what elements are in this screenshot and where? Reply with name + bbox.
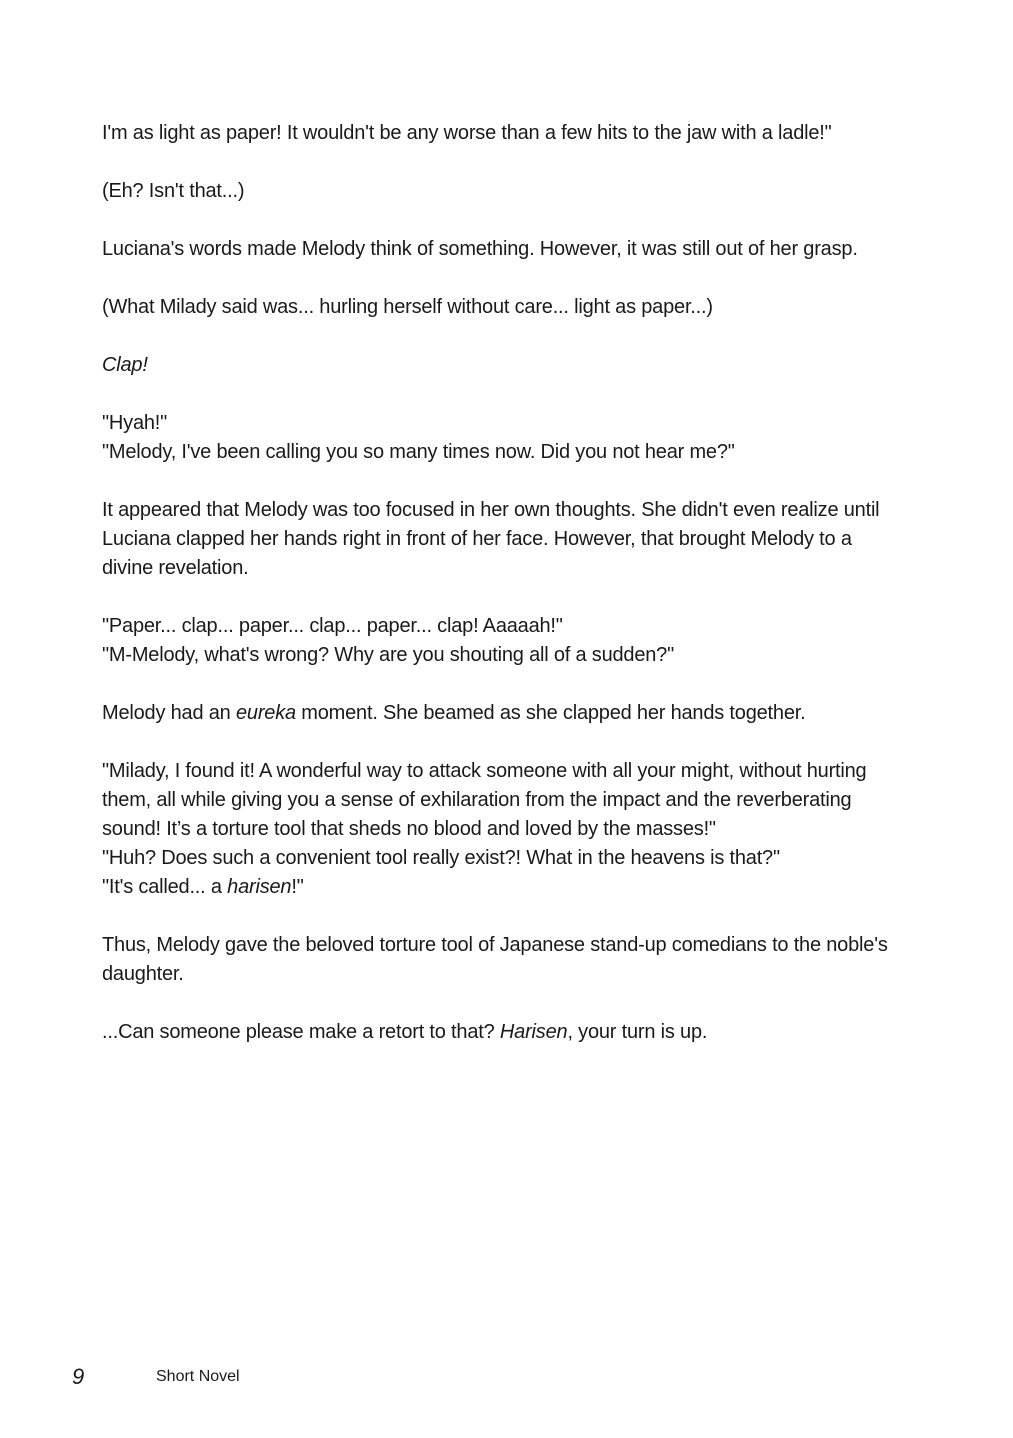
paragraph (102, 757, 892, 902)
text-line (102, 1018, 892, 1047)
text-run: (Eh? Isn't that...) (102, 180, 245, 202)
text-line (102, 177, 892, 206)
text-line (102, 293, 892, 322)
italic-term: eureka (235, 702, 296, 724)
text-run: Clap! (102, 354, 148, 376)
text-run: ...Can someone please make a retort to that? (102, 1021, 500, 1043)
text-run: , your turn is up. (567, 1021, 708, 1043)
text-line (102, 351, 892, 380)
text-line (102, 844, 892, 873)
text-line (102, 757, 892, 844)
paragraph (102, 177, 892, 206)
text-line (102, 496, 892, 583)
paragraph (102, 119, 892, 148)
text-run: Thus, Melody gave the beloved torture tool of Japanese stand-up comedians to the noble's daughter. (102, 934, 888, 985)
italic-term: harisen (227, 876, 292, 898)
paragraph (102, 293, 892, 322)
page-number: 9 (72, 1364, 85, 1389)
running-title: Short Novel (156, 1368, 240, 1385)
text-run: "M-Melody, what's wrong? Why are you shouting all of a sudden?" (102, 644, 675, 666)
page-body (102, 119, 892, 1076)
text-run: It appeared that Melody was too focused in her own thoughts. She didn't even realize until Luciana clapped her hands right in front of her face. However, that brought Melody to a divine revelation. (102, 499, 880, 579)
text-run: !" (291, 876, 304, 898)
text-run: "It's called... a (102, 876, 228, 898)
text-run: (What Milady said was... hurling herself without care... light as paper...) (102, 296, 713, 318)
paragraph (102, 235, 892, 264)
paragraph (102, 1018, 892, 1047)
text-run: moment. She beamed as she clapped her hands together. (295, 702, 806, 724)
italic-term: Harisen (499, 1021, 568, 1043)
page-footer (72, 1364, 372, 1392)
text-line (102, 119, 892, 148)
text-line (102, 873, 892, 902)
paragraph (102, 496, 892, 583)
paragraph (102, 931, 892, 989)
text-run: I'm as light as paper! It wouldn't be any worse than a few hits to the jaw with a ladle!" (102, 122, 832, 144)
text-line (102, 438, 892, 467)
text-run: "Hyah!" (102, 412, 168, 434)
paragraph (102, 409, 892, 467)
paragraph (102, 612, 892, 670)
text-run: "Huh? Does such a convenient tool really exist?! What in the heavens is that?" (102, 847, 780, 869)
text-line (102, 409, 892, 438)
text-run: "Milady, I found it! A wonderful way to attack someone with all your might, without hurting them, all while giving you a sense of exhilaration from the impact and the reverberating sound! It’s a torture tool that sheds no blood and loved by the masses!" (102, 760, 867, 840)
text-run: "Paper... clap... paper... clap... paper... clap! Aaaaah!" (102, 615, 563, 637)
text-line (102, 612, 892, 641)
text-line (102, 235, 892, 264)
text-run: Luciana's words made Melody think of something. However, it was still out of her grasp. (102, 238, 858, 260)
paragraph (102, 351, 892, 380)
paragraph (102, 699, 892, 728)
text-run: Melody had an (102, 702, 236, 724)
text-line (102, 641, 892, 670)
text-line (102, 931, 892, 989)
text-line (102, 699, 892, 728)
text-run: "Melody, I've been calling you so many times now. Did you not hear me?" (102, 441, 735, 463)
